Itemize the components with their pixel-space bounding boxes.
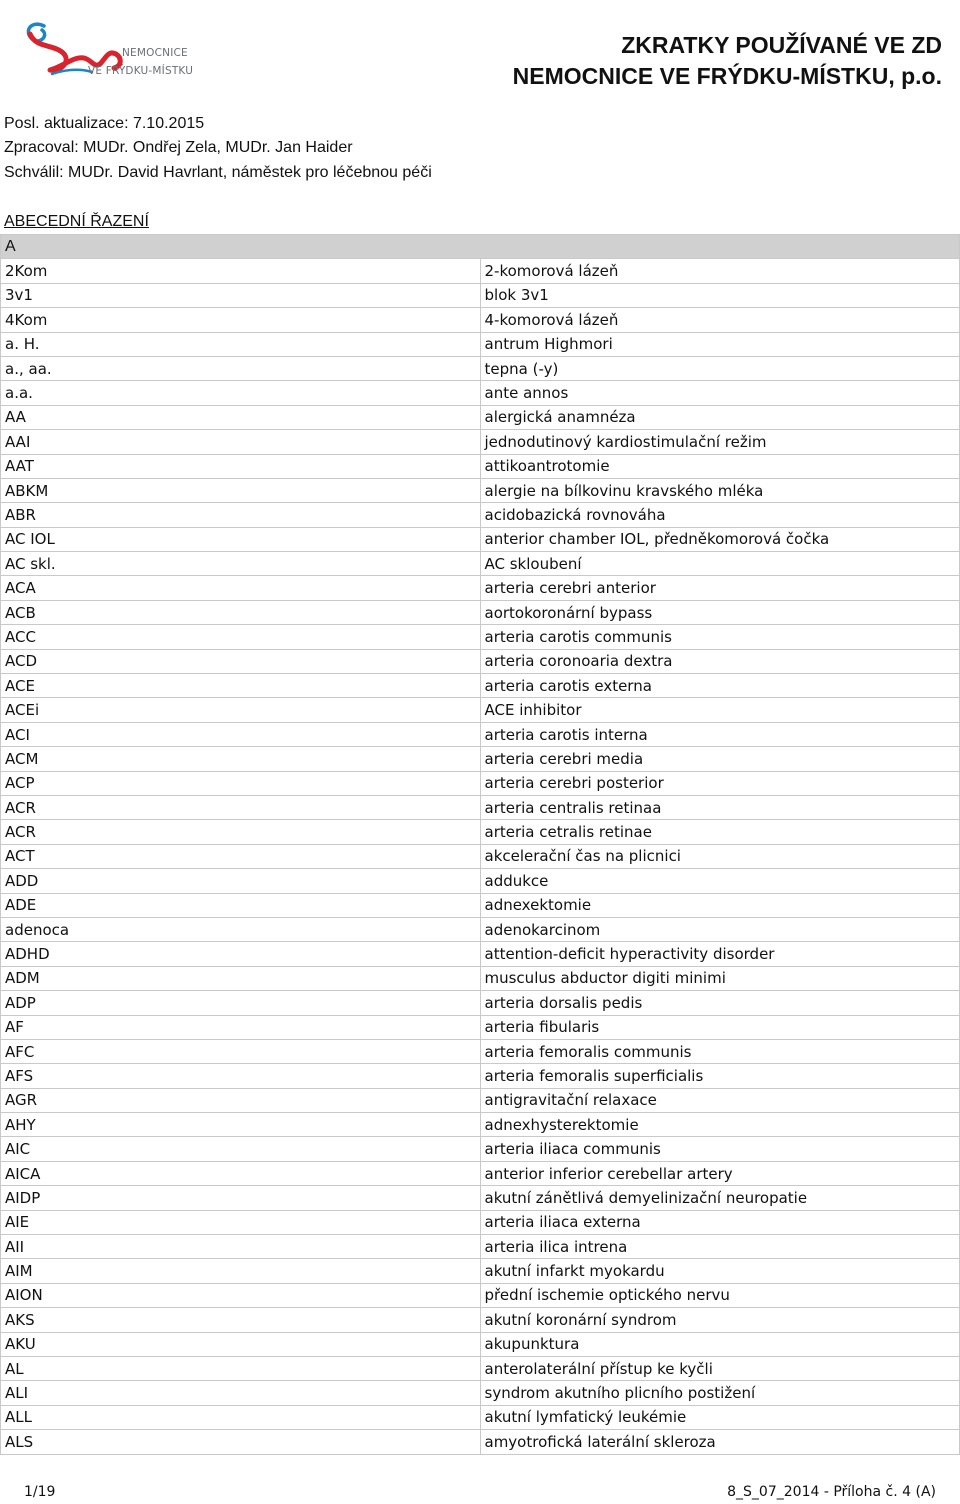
abbreviation-cell: ALI xyxy=(1,1381,481,1405)
meaning-cell: addukce xyxy=(480,869,960,893)
meaning-cell: tepna (-y) xyxy=(480,356,960,380)
meaning-cell: arteria coronoaria dextra xyxy=(480,649,960,673)
abbreviation-cell: ADE xyxy=(1,893,481,917)
abbreviation-cell: AICA xyxy=(1,1161,481,1185)
table-row xyxy=(1,917,960,941)
meaning-cell: arteria centralis retinaa xyxy=(480,795,960,819)
abbreviation-cell: AC IOL xyxy=(1,527,481,551)
table-row xyxy=(1,698,960,722)
abbreviation-cell: 3v1 xyxy=(1,283,481,307)
abbreviation-cell: AKU xyxy=(1,1332,481,1356)
abbreviation-cell: AGR xyxy=(1,1088,481,1112)
abbreviation-cell: AII xyxy=(1,1235,481,1259)
table-row xyxy=(1,1381,960,1405)
table-row xyxy=(1,527,960,551)
meaning-cell: aortokoronární bypass xyxy=(480,600,960,624)
meaning-cell: akutní zánětlivá demyelinizační neuropatie xyxy=(480,1186,960,1210)
table-row xyxy=(1,405,960,429)
abbreviation-cell: AC skl. xyxy=(1,552,481,576)
table-row xyxy=(1,991,960,1015)
abbreviation-cell: ABR xyxy=(1,503,481,527)
meaning-cell: přední ischemie optického nervu xyxy=(480,1283,960,1307)
letter-cell: A xyxy=(1,235,960,259)
abbreviation-cell: AIE xyxy=(1,1210,481,1234)
table-row xyxy=(1,747,960,771)
meaning-cell: arteria carotis externa xyxy=(480,674,960,698)
document-title-line2: NEMOCNICE VE FRÝDKU-MÍSTKU, p.o. xyxy=(512,63,942,89)
abbreviation-cell: a.a. xyxy=(1,381,481,405)
abbreviation-cell: AAI xyxy=(1,430,481,454)
meaning-cell: antrum Highmori xyxy=(480,332,960,356)
meaning-cell: arteria cetralis retinae xyxy=(480,820,960,844)
meaning-cell: akutní koronární syndrom xyxy=(480,1308,960,1332)
table-row xyxy=(1,259,960,283)
table-row xyxy=(1,1308,960,1332)
meaning-cell: AC skloubení xyxy=(480,552,960,576)
table-row xyxy=(1,966,960,990)
table-row xyxy=(1,1259,960,1283)
abbreviation-cell: AAT xyxy=(1,454,481,478)
abbreviation-table xyxy=(0,234,960,1455)
meaning-cell: arteria iliaca communis xyxy=(480,1137,960,1161)
abbreviation-cell: ADD xyxy=(1,869,481,893)
page-number: 1/19 xyxy=(24,1484,56,1500)
abbreviation-cell: ACT xyxy=(1,844,481,868)
logo-graphic xyxy=(22,14,204,84)
meaning-cell: arteria cerebri media xyxy=(480,747,960,771)
table-row xyxy=(1,1210,960,1234)
abbreviation-cell: a. H. xyxy=(1,332,481,356)
table-row xyxy=(1,1088,960,1112)
abbreviation-cell: AA xyxy=(1,405,481,429)
abbreviation-table-body xyxy=(1,235,960,1455)
table-row xyxy=(1,625,960,649)
table-row xyxy=(1,503,960,527)
last-updated: Posl. aktualizace: 7.10.2015 xyxy=(4,115,205,132)
approved-by: Schválil: MUDr. David Havrlant, náměstek pro léčebnou péči xyxy=(4,163,432,181)
abbreviation-cell: ACE xyxy=(1,674,481,698)
abbreviation-cell: 2Kom xyxy=(1,259,481,283)
logo-name-line2: VE FRÝDKU-MÍSTKU xyxy=(88,65,194,77)
abbreviation-cell: ACR xyxy=(1,795,481,819)
meaning-cell: arteria cerebri anterior xyxy=(480,576,960,600)
document-reference: 8_S_07_2014 - Příloha č. 4 (A) xyxy=(727,1484,936,1500)
table-row xyxy=(1,869,960,893)
abbreviation-cell: ACP xyxy=(1,771,481,795)
table-row xyxy=(1,942,960,966)
table-row xyxy=(1,649,960,673)
abbreviation-cell: ABKM xyxy=(1,478,481,502)
table-row xyxy=(1,893,960,917)
meaning-cell: akupunktura xyxy=(480,1332,960,1356)
meaning-cell: anterior chamber IOL, předněkomorová čočka xyxy=(480,527,960,551)
meaning-cell: adenokarcinom xyxy=(480,917,960,941)
logo-name-line1: NEMOCNICE xyxy=(122,47,188,59)
abbreviation-cell: ACEi xyxy=(1,698,481,722)
table-row xyxy=(1,771,960,795)
abbreviation-cell: AHY xyxy=(1,1113,481,1137)
table-row xyxy=(1,356,960,380)
table-row xyxy=(1,576,960,600)
meaning-cell: arteria femoralis communis xyxy=(480,1039,960,1063)
letter-row xyxy=(1,235,960,259)
abbreviation-cell: ACM xyxy=(1,747,481,771)
table-row xyxy=(1,674,960,698)
abbreviation-cell: AL xyxy=(1,1356,481,1380)
meaning-cell: arteria fibularis xyxy=(480,1015,960,1039)
abbreviation-table-grid xyxy=(0,234,960,1455)
meaning-cell: syndrom akutního plicního postižení xyxy=(480,1381,960,1405)
table-row xyxy=(1,1039,960,1063)
meaning-cell: arteria iliaca externa xyxy=(480,1210,960,1234)
table-row xyxy=(1,844,960,868)
table-row xyxy=(1,1283,960,1307)
table-row xyxy=(1,1430,960,1454)
abbreviation-cell: ACC xyxy=(1,625,481,649)
meaning-cell: amyotrofická laterální skleroza xyxy=(480,1430,960,1454)
document-title-line1: ZKRATKY POUŽÍVANÉ VE ZD xyxy=(621,32,942,58)
table-row xyxy=(1,478,960,502)
abbreviation-cell: ALL xyxy=(1,1405,481,1429)
meaning-cell: arteria femoralis superficialis xyxy=(480,1064,960,1088)
meaning-cell: ante annos xyxy=(480,381,960,405)
table-row xyxy=(1,308,960,332)
table-row xyxy=(1,1113,960,1137)
meaning-cell: arteria ilica intrena xyxy=(480,1235,960,1259)
table-row xyxy=(1,1064,960,1088)
meaning-cell: anterior inferior cerebellar artery xyxy=(480,1161,960,1185)
meaning-cell: attikoantrotomie xyxy=(480,454,960,478)
table-row xyxy=(1,430,960,454)
meaning-cell: arteria carotis communis xyxy=(480,625,960,649)
table-row xyxy=(1,1332,960,1356)
abbreviation-cell: AFS xyxy=(1,1064,481,1088)
meaning-cell: arteria carotis interna xyxy=(480,722,960,746)
meaning-cell: akutní infarkt myokardu xyxy=(480,1259,960,1283)
table-row xyxy=(1,454,960,478)
abbreviation-cell: ACB xyxy=(1,600,481,624)
abbreviation-cell: adenoca xyxy=(1,917,481,941)
table-row xyxy=(1,722,960,746)
meaning-cell: attention-deficit hyperactivity disorder xyxy=(480,942,960,966)
abbreviation-cell: 4Kom xyxy=(1,308,481,332)
table-row xyxy=(1,1186,960,1210)
meaning-cell: adnexektomie xyxy=(480,893,960,917)
table-row xyxy=(1,1161,960,1185)
table-row xyxy=(1,381,960,405)
table-row xyxy=(1,552,960,576)
table-row xyxy=(1,820,960,844)
meaning-cell: akcelerační čas na plicnici xyxy=(480,844,960,868)
meaning-cell: musculus abductor digiti minimi xyxy=(480,966,960,990)
meaning-cell: ACE inhibitor xyxy=(480,698,960,722)
abbreviation-cell: ACD xyxy=(1,649,481,673)
document-meta xyxy=(4,112,432,185)
meaning-cell: 2-komorová lázeň xyxy=(480,259,960,283)
abbreviation-cell: AIC xyxy=(1,1137,481,1161)
abbreviation-cell: ACA xyxy=(1,576,481,600)
abbreviation-cell: AIM xyxy=(1,1259,481,1283)
meaning-cell: anterolaterální přístup ke kyčli xyxy=(480,1356,960,1380)
meaning-cell: jednodutinový kardiostimulační režim xyxy=(480,430,960,454)
table-row xyxy=(1,795,960,819)
table-row xyxy=(1,1405,960,1429)
abbreviation-cell: ADM xyxy=(1,966,481,990)
meaning-cell: acidobazická rovnováha xyxy=(480,503,960,527)
abbreviation-cell: ALS xyxy=(1,1430,481,1454)
abbreviation-cell: AIDP xyxy=(1,1186,481,1210)
abbreviation-cell: AF xyxy=(1,1015,481,1039)
table-row xyxy=(1,1356,960,1380)
section-heading: ABECEDNÍ ŘAZENÍ xyxy=(4,213,149,230)
table-row xyxy=(1,1235,960,1259)
meaning-cell: arteria dorsalis pedis xyxy=(480,991,960,1015)
abbreviation-cell: a., aa. xyxy=(1,356,481,380)
abbreviation-cell: AFC xyxy=(1,1039,481,1063)
meaning-cell: adnexhysterektomie xyxy=(480,1113,960,1137)
table-row xyxy=(1,1137,960,1161)
meaning-cell: alergická anamnéza xyxy=(480,405,960,429)
meaning-cell: alergie na bílkovinu kravského mléka xyxy=(480,478,960,502)
table-row xyxy=(1,332,960,356)
abbreviation-cell: ACI xyxy=(1,722,481,746)
meaning-cell: akutní lymfatický leukémie xyxy=(480,1405,960,1429)
abbreviation-cell: AKS xyxy=(1,1308,481,1332)
abbreviation-cell: ACR xyxy=(1,820,481,844)
table-row xyxy=(1,283,960,307)
abbreviation-cell: AION xyxy=(1,1283,481,1307)
table-row xyxy=(1,600,960,624)
meaning-cell: 4-komorová lázeň xyxy=(480,308,960,332)
meaning-cell: antigravitační relaxace xyxy=(480,1088,960,1112)
hospital-logo xyxy=(22,14,204,84)
meaning-cell: arteria cerebri posterior xyxy=(480,771,960,795)
meaning-cell: blok 3v1 xyxy=(480,283,960,307)
prepared-by: Zpracoval: MUDr. Ondřej Zela, MUDr. Jan Haider xyxy=(4,139,353,157)
document-title xyxy=(513,30,942,92)
abbreviation-cell: ADP xyxy=(1,991,481,1015)
table-row xyxy=(1,1015,960,1039)
abbreviation-cell: ADHD xyxy=(1,942,481,966)
